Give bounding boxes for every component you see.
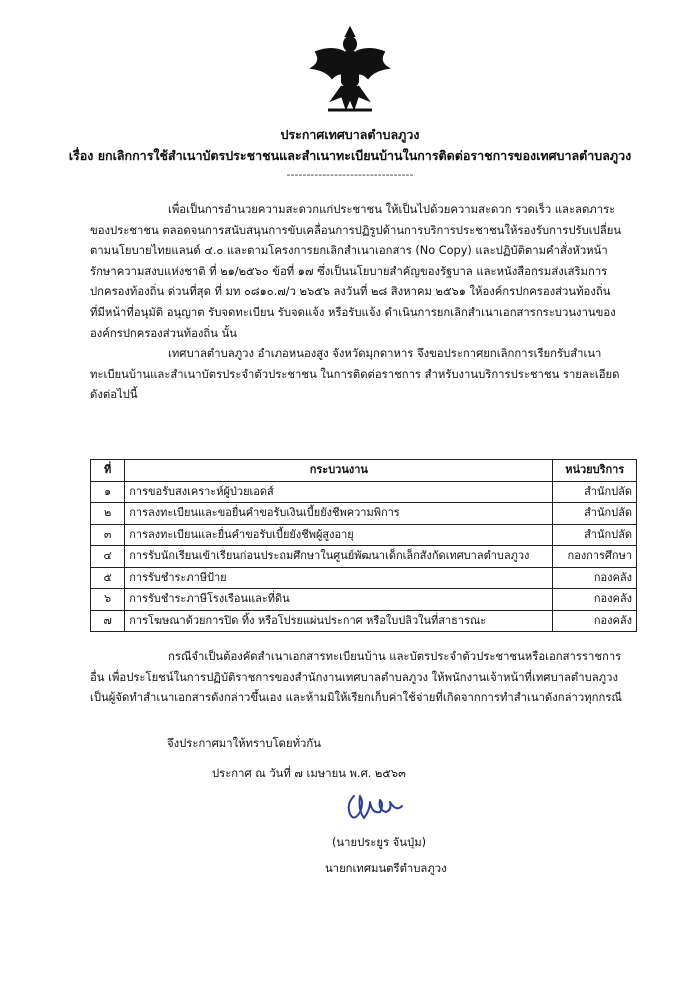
- header-process: กระบวนงาน: [125, 460, 553, 482]
- paragraph-line: องค์กรปกครองส่วนท้องถิ่น นั้น: [90, 326, 238, 340]
- paragraph-declaration: [90, 344, 630, 406]
- separator-line: --------------------------------: [286, 168, 414, 181]
- row-process: การโฆษณาด้วยการปิด ทิ้ง หรือโปรยแผ่นประกาศ หรือใบปลิวในที่สาธารณะ: [125, 610, 553, 632]
- row-unit: กองคลัง: [553, 610, 637, 632]
- header-unit: หน่วยบริการ: [553, 460, 637, 482]
- table-row: [91, 546, 637, 568]
- row-number: ๖: [91, 589, 125, 611]
- row-number: ๑: [91, 481, 125, 503]
- table-row: [91, 610, 637, 632]
- paragraph-line: อื่น เพื่อประโยชน์ในการปฏิบัติราชการของสำนักงานเทศบาลตำบลภูวง ให้พนักงานเจ้าหน้าที่เทศบาลตำบลภูวง: [90, 670, 618, 684]
- process-table: [90, 459, 637, 632]
- row-unit: กองคลัง: [553, 589, 637, 611]
- paragraph-line: เพื่อเป็นการอำนวยความสะดวกแก่ประชาชน ให้เป็นไปด้วยความสะดวก รวดเร็ว และลดภาระ: [168, 203, 616, 216]
- paragraph-line: ที่มีหน้าที่อนุมัติ อนุญาต รับจดทะเบียน รับจดแจ้ง หรือรับแจ้ง ดำเนินการยกเลิกสำเนาเอกสารกระบวนงานของ: [90, 305, 616, 319]
- row-unit: กองคลัง: [553, 567, 637, 589]
- closing-announce: จึงประกาศมาให้ทราบโดยทั่วกัน: [167, 737, 321, 750]
- paragraph-line: กรณีจำเป็นต้องคัดสำเนาเอกสารทะเบียนบ้าน และบัตรประจำตัวประชาชนหรือเอกสารราชการ: [168, 650, 622, 663]
- row-process: การรับชำระภาษีโรงเรือนและที่ดิน: [125, 589, 553, 611]
- paragraph-line: ของประชาชน ตลอดจนการสนับสนุนการขับเคลื่อนการปฏิรูปด้านการบริการประชาชนให้รองรับการปรับเปลี่ยน: [90, 223, 622, 237]
- paragraph-intro: [90, 200, 630, 344]
- row-number: ๒: [91, 503, 125, 525]
- table-row: [91, 524, 637, 546]
- paragraph-exception: [90, 647, 630, 709]
- row-unit: สำนักปลัด: [553, 503, 637, 525]
- row-process: การรับชำระภาษีป้าย: [125, 567, 553, 589]
- announcement-date: ประกาศ ณ วันที่ ๗ เมษายน พ.ศ. ๒๕๖๓: [212, 767, 406, 780]
- table-row: [91, 503, 637, 525]
- paragraph-line: ทะเบียนบ้านและสำเนาบัตรประจำตัวประชาชน ในการติดต่อราชการ สำหรับงานบริการประชาชน รายละเอียด: [90, 367, 620, 381]
- row-unit: สำนักปลัด: [553, 524, 637, 546]
- row-process: การรับนักเรียนเข้าเรียนก่อนประถมศึกษาในศูนย์พัฒนาเด็กเล็กสังกัดเทศบาลตำบลภูวง: [125, 546, 553, 568]
- signature-icon: [340, 790, 410, 826]
- garuda-emblem-icon: [302, 22, 398, 118]
- announcement-subject: เรื่อง ยกเลิกการใช้สำเนาบัตรประชาชนและสำเนาทะเบียนบ้านในการติดต่อราชการของเทศบาลตำบลภูวง: [68, 148, 632, 163]
- row-number: ๔: [91, 546, 125, 568]
- table-row: [91, 589, 637, 611]
- row-unit: กองการศึกษา: [553, 546, 637, 568]
- row-number: ๗: [91, 610, 125, 632]
- table-row: [91, 567, 637, 589]
- signer-name: (นายประยูร จันปุ่ม): [332, 836, 427, 849]
- table-header-row: [91, 460, 637, 482]
- row-process: การขอรับสงเคราะห์ผู้ป่วยเอดส์: [125, 481, 553, 503]
- signer-position: นายกเทศมนตรีตำบลภูวง: [325, 862, 447, 875]
- header-number: ที่: [91, 460, 125, 482]
- paragraph-line: ตามนโยบายไทยแลนด์ ๔.๐ และตามโครงการยกเลิกสำเนาเอกสาร (No Copy) และปฏิบัติตามคำสั่งหัวหน้า: [90, 244, 608, 258]
- paragraph-line: เป็นผู้จัดทำสำเนาเอกสารดังกล่าวขึ้นเอง และห้ามมิให้เรียกเก็บค่าใช้จ่ายที่เกิดจากการทำสำเนาดังกล่าวทุกกรณี: [90, 691, 622, 705]
- paragraph-line: ดังต่อไปนี้: [90, 388, 138, 402]
- paragraph-line: เทศบาลตำบลภูวง อำเภอหนองสูง จังหวัดมุกดาหาร จึงขอประกาศยกเลิกการเรียกรับสำเนา: [168, 347, 602, 360]
- row-number: ๓: [91, 524, 125, 546]
- paragraph-line: ปกครองท้องถิ่น ด่วนที่สุด ที่ มท ๐๘๑๐.๗/ว ๒๖๕๖ ลงวันที่ ๒๘ สิงหาคม ๒๕๖๑ ให้องค์กรปกครองส่วนท้องถิ่น: [90, 285, 611, 299]
- row-unit: สำนักปลัด: [553, 481, 637, 503]
- row-number: ๕: [91, 567, 125, 589]
- announcement-title: ประกาศเทศบาลตำบลภูวง: [280, 127, 420, 142]
- paragraph-line: รักษาความสงบแห่งชาติ ที่ ๒๑/๒๕๖๐ ข้อที่ ๑๗ ซึ่งเป็นนโยบายสำคัญของรัฐบาล และหนังสือกรมส่งเสริมการ: [90, 264, 608, 278]
- row-process: การลงทะเบียนและยื่นคำขอรับเบี้ยยังชีพผู้สูงอายุ: [125, 524, 553, 546]
- row-process: การลงทะเบียนและขอยื่นคำขอรับเงินเบี้ยยังชีพความพิการ: [125, 503, 553, 525]
- table-row: [91, 481, 637, 503]
